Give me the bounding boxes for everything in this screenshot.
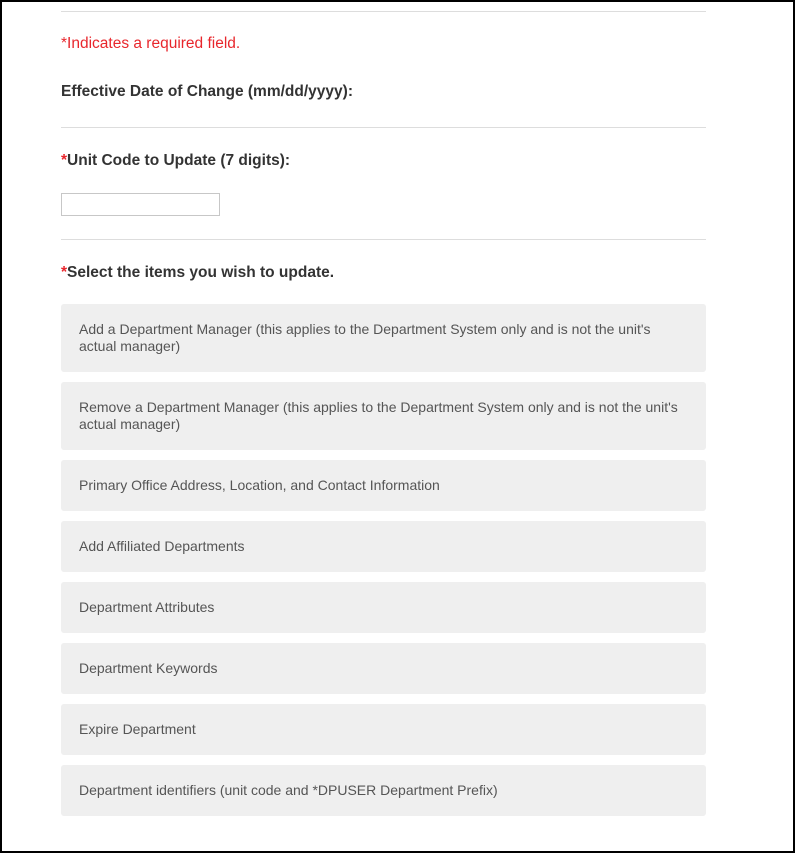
divider-after-date — [61, 127, 706, 128]
top-divider — [61, 11, 706, 12]
option-add-department-manager[interactable]: Add a Department Manager (this applies to the Department System only and is not the unit's actual manager) — [61, 304, 706, 372]
unit-code-input[interactable] — [61, 193, 220, 216]
effective-date-label: Effective Date of Change (mm/dd/yyyy): — [61, 83, 353, 100]
option-expire-department[interactable]: Expire Department — [61, 704, 706, 755]
unit-code-label-text: Unit Code to Update (7 digits): — [67, 152, 291, 169]
option-add-affiliated-departments[interactable]: Add Affiliated Departments — [61, 521, 706, 572]
required-field-note: *Indicates a required field. — [61, 35, 241, 52]
option-remove-department-manager[interactable]: Remove a Department Manager (this applies to the Department System only and is not the unit's actual manager) — [61, 382, 706, 450]
select-items-label-text: Select the items you wish to update. — [67, 264, 335, 281]
option-department-keywords[interactable]: Department Keywords — [61, 643, 706, 694]
required-marker: * — [61, 264, 68, 281]
unit-code-label — [61, 152, 290, 170]
option-primary-office-address[interactable]: Primary Office Address, Location, and Contact Information — [61, 460, 706, 511]
option-department-attributes[interactable]: Department Attributes — [61, 582, 706, 633]
option-department-identifiers[interactable]: Department identifiers (unit code and *DPUSER Department Prefix) — [61, 765, 706, 816]
divider-after-unit-code — [61, 239, 706, 240]
required-marker: * — [61, 152, 68, 169]
select-items-label — [61, 264, 334, 282]
